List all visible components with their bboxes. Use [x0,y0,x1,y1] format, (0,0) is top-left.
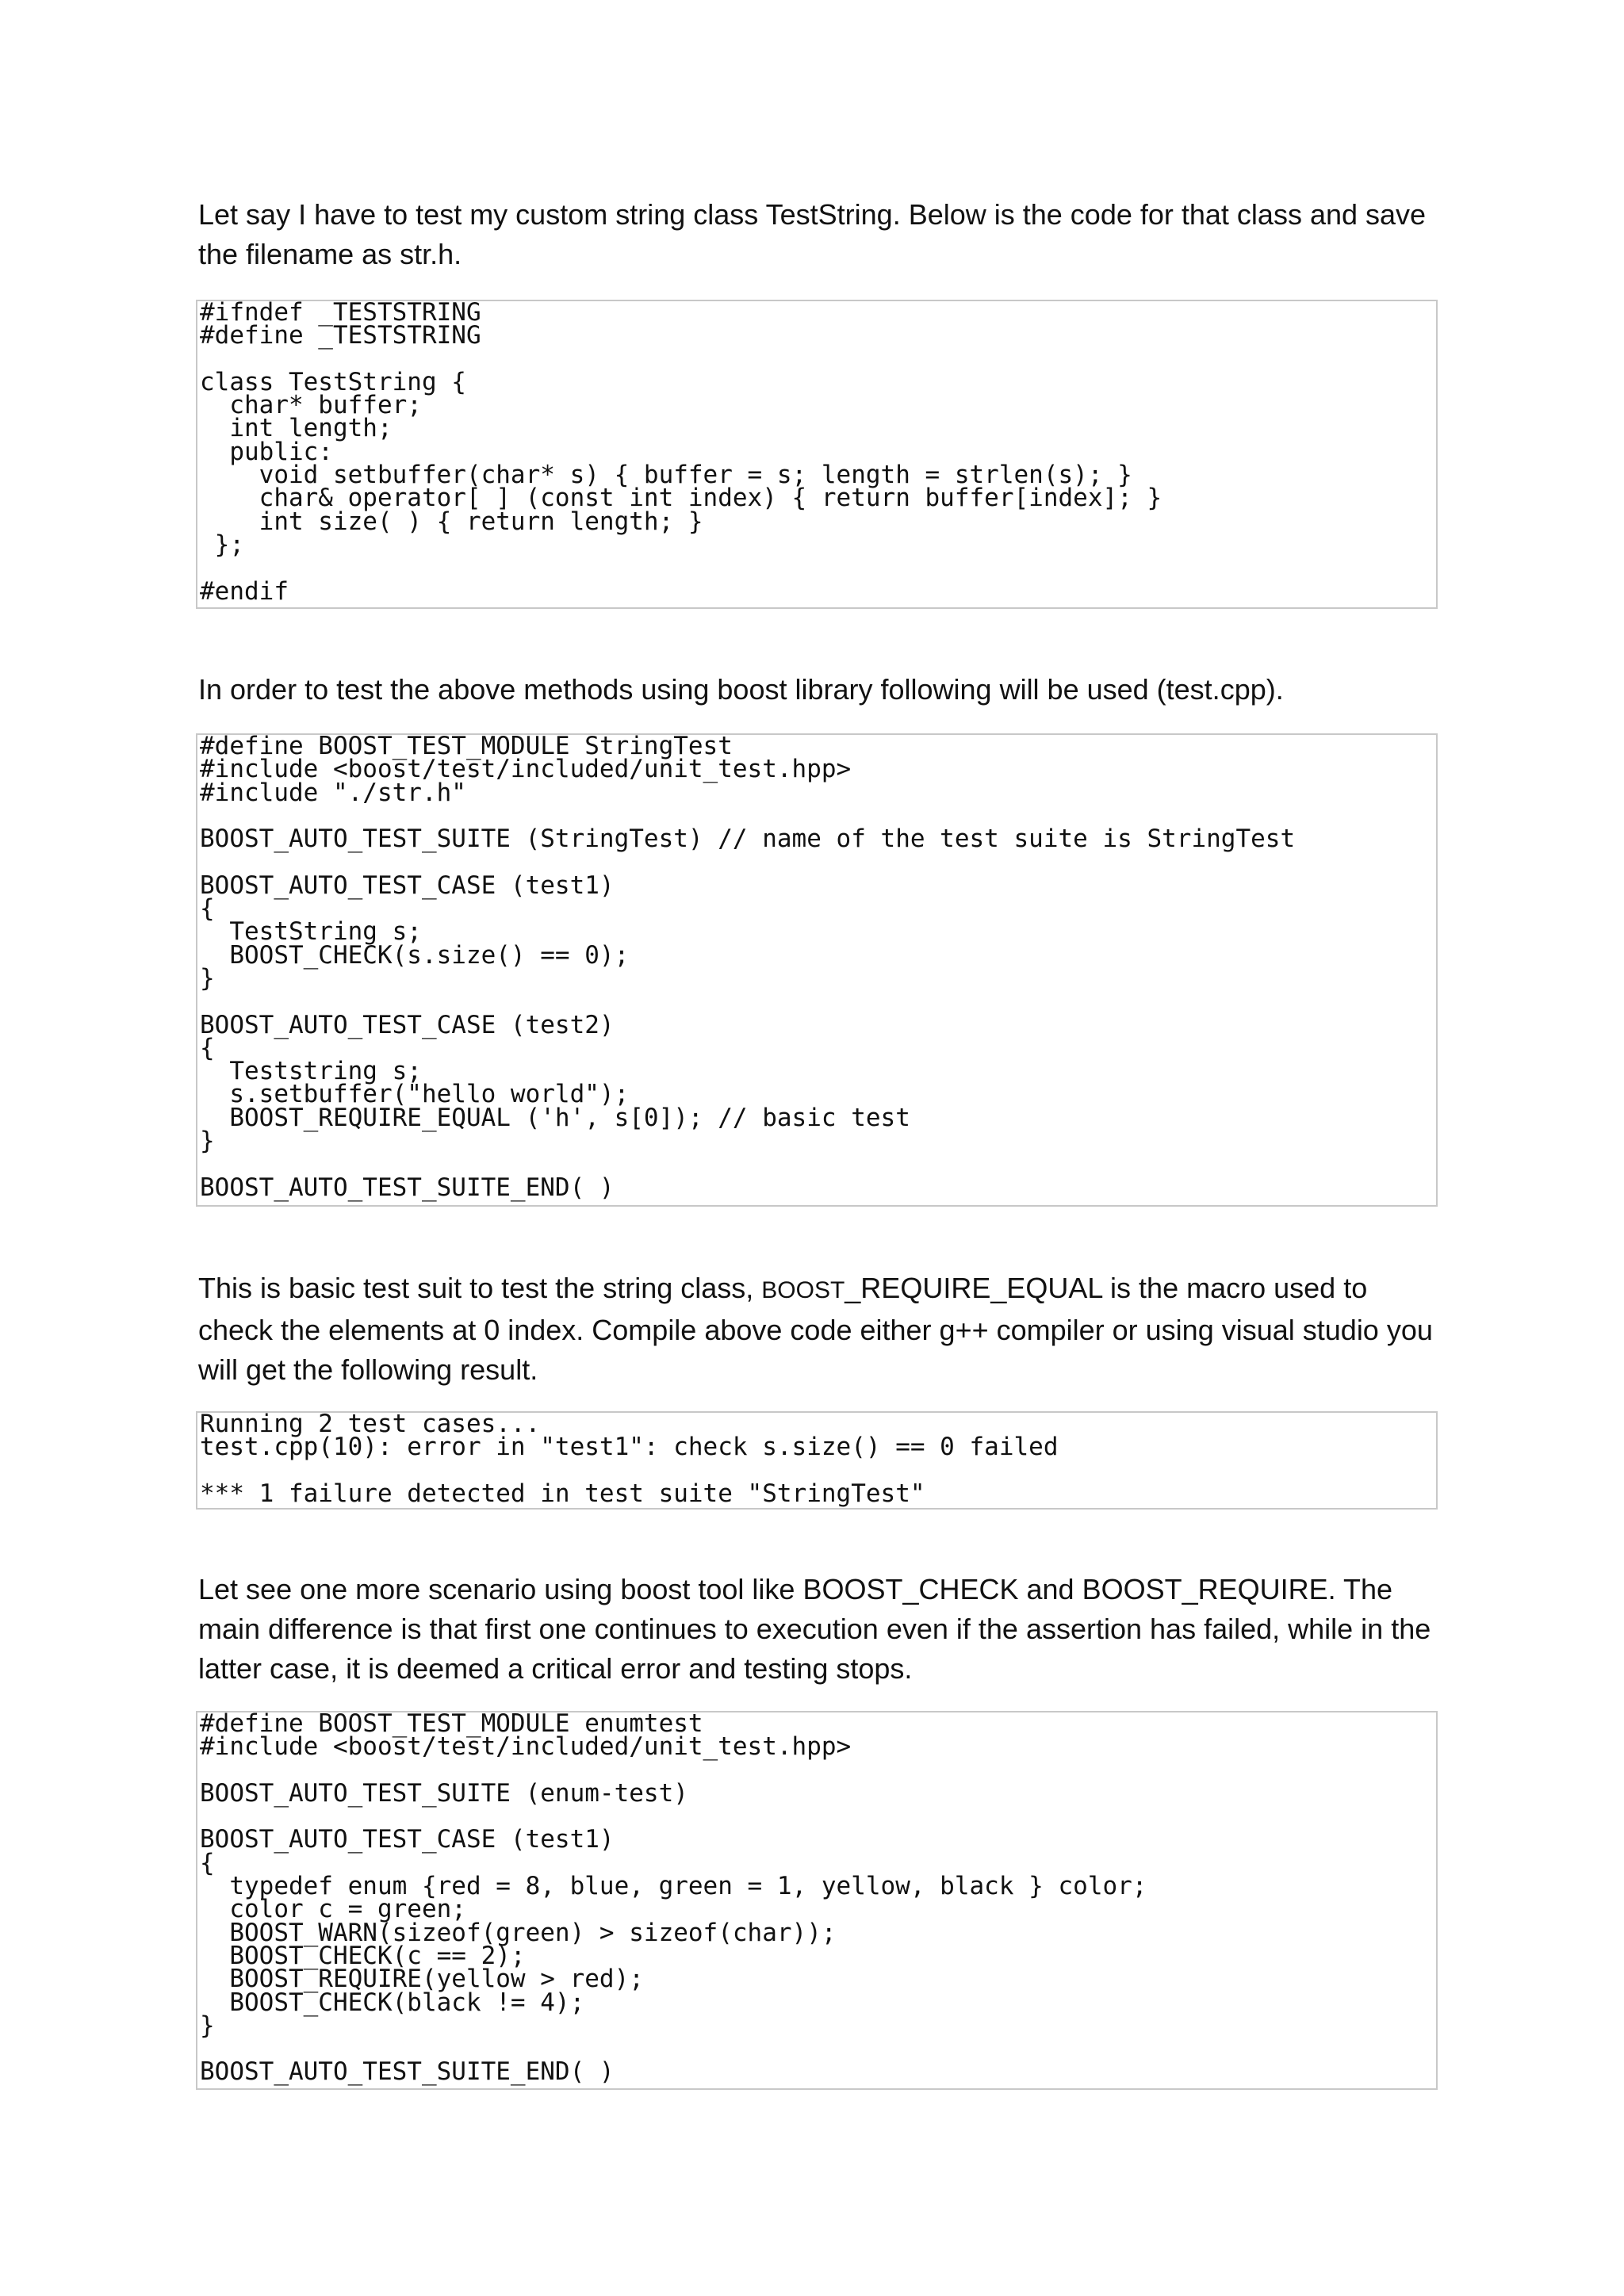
code-text-test-cpp: #define BOOST_TEST_MODULE StringTest #include <boost/test/included/unit_test.hpp> #include "./str.h" BOOST_AUTO_TEST_SUITE (StringTest) // name of the test suite is StringTest BOOST_AUTO_TEST_CASE (test1) { TestString s; BOOST_CHECK(s.size() == 0); } BOOST_AUTO_TEST_CASE (test2) { Teststring s; s.setbuffer("hello world"); BOOST_REQUIRE_EQUAL ('h', s[0]); // basic test } BOOST_AUTO_TEST_SUITE_END( ) [200,733,1296,1202]
result-intro-prefix: This is basic test suit to test the string class, [198,1272,762,1304]
code-text-str-h: #ifndef _TESTSTRING #define _TESTSTRING class TestString { char* buffer; int length; public: void setbuffer(char* s) { buffer = s; length = strlen(s); } char& operator[ ] (const int index) { return buffer[index]; } int size( ) { return length; } }; #endif [200,300,1162,606]
code-block-test-cpp [196,733,1438,1207]
scenario-paragraph: Let see one more scenario using boost tool like BOOST_CHECK and BOOST_REQUIRE. The main difference is that first one continues to execution even if the assertion has failed, while in the latter case, it is deemed a critical error and testing stops. [198,1573,1431,1685]
code-block-output [196,1411,1438,1510]
code-text-enumtest: #define BOOST_TEST_MODULE enumtest #include <boost/test/included/unit_test.hpp> BOOST_AUTO_TEST_SUITE (enum-test) BOOST_AUTO_TEST_CASE (test1) { typedef enum {red = 8, blue, green = 1, yellow, black } color; color c = green; BOOST_WARN(sizeof(green) > sizeof(char)); BOOST_CHECK(c == 2); BOOST_REQUIRE(yellow > red); BOOST_CHECK(black != 4); } BOOST_AUTO_TEST_SUITE_END( ) [200,1711,1147,2087]
result-intro-rest: _REQUIRE_EQUAL is the macro used to check the elements at 0 index. Compile above code either g++ compiler or using visual studio you will get the following result. [198,1272,1433,1386]
result-intro-smallcaps: BOOST [761,1277,845,1303]
test-intro-paragraph: In order to test the above methods using boost library following will be used (test.cpp). [198,673,1284,706]
result-intro-paragraph [198,1269,1435,1390]
code-block-str-h [196,300,1438,609]
code-block-enumtest [196,1711,1438,2090]
intro-paragraph: Let say I have to test my custom string class TestString. Below is the code for that class and save the filename as str.h. [198,198,1427,270]
code-text-output: Running 2 test cases... test.cpp(10): error in "test1": check s.size() == 0 failed *** 1 failure detected in test suite "StringTest" [200,1411,1059,1508]
